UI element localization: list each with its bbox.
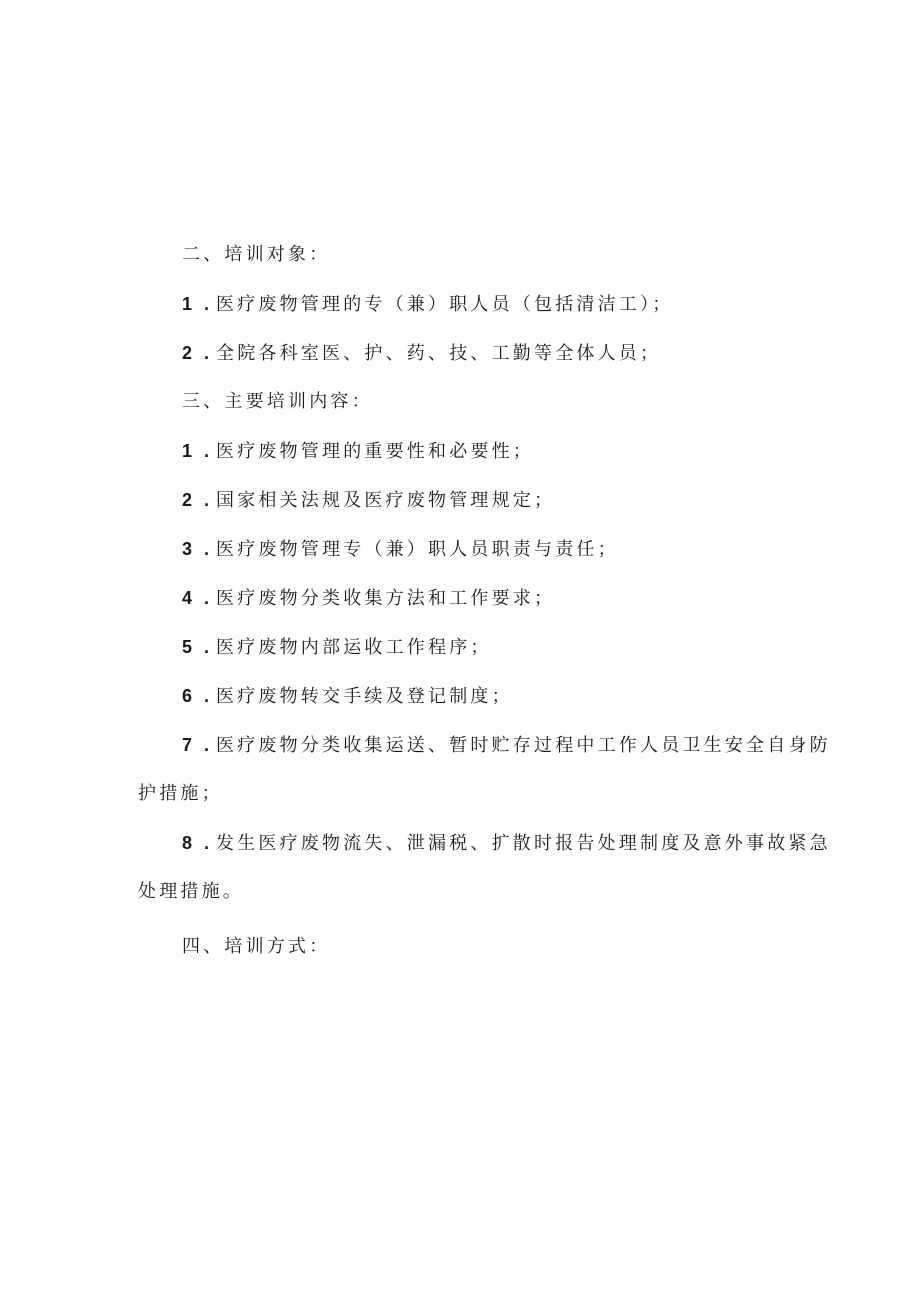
list-item-target-1 — [182, 292, 673, 317]
item-dot: . — [204, 686, 210, 706]
item-text: 国家相关法规及医疗废物管理规定； — [216, 490, 556, 511]
item-number: 6 — [182, 686, 193, 706]
item-dot: . — [204, 490, 210, 510]
item-text: 医疗废物分类收集运送、暂时贮存过程中工作人员卫生安全自身防 — [216, 735, 831, 756]
item-number: 3 — [182, 539, 193, 559]
list-item-content-1 — [182, 439, 534, 464]
item-text: 医疗废物分类收集方法和工作要求； — [216, 588, 556, 609]
item-dot: . — [204, 637, 210, 657]
list-item-content-8-continuation: 处理措施。 — [138, 881, 244, 902]
item-text: 医疗废物内部运收工作程序； — [216, 637, 492, 658]
list-item-content-5 — [182, 635, 492, 660]
item-text: 医疗废物转交手续及登记制度； — [216, 686, 513, 707]
section-heading-methods: 四、培训方式： — [182, 936, 331, 957]
item-number: 1 — [182, 441, 193, 461]
item-text: 医疗废物管理的专（兼）职人员（包括清洁工）； — [216, 294, 674, 315]
item-dot: . — [204, 294, 210, 314]
list-item-content-4 — [182, 586, 555, 611]
item-dot: . — [204, 539, 210, 559]
item-dot: . — [204, 735, 210, 755]
list-item-target-2 — [182, 341, 661, 366]
item-number: 4 — [182, 588, 193, 608]
item-number: 7 — [182, 735, 193, 755]
list-item-content-7-continuation: 护措施； — [138, 783, 223, 804]
item-text: 发生医疗废物流失、泄漏税、扩散时报告处理制度及意外事故紧急 — [216, 833, 831, 854]
item-dot: . — [204, 343, 210, 363]
list-item-content-8 — [182, 831, 831, 856]
section-heading-targets: 二、培训对象： — [182, 244, 331, 265]
item-dot: . — [204, 833, 210, 853]
item-number: 1 — [182, 294, 193, 314]
item-number: 8 — [182, 833, 193, 853]
item-dot: . — [204, 441, 210, 461]
item-text: 医疗废物管理专（兼）职人员职责与责任； — [216, 539, 619, 560]
list-item-content-6 — [182, 684, 513, 709]
list-item-content-7 — [182, 733, 831, 758]
section-heading-contents: 三、主要培训内容： — [182, 391, 373, 412]
item-dot: . — [204, 588, 210, 608]
item-number: 5 — [182, 637, 193, 657]
item-number: 2 — [182, 490, 193, 510]
list-item-content-2 — [182, 488, 555, 513]
item-text: 全院各科室医、护、药、技、工勤等全体人员； — [216, 343, 662, 364]
item-number: 2 — [182, 343, 193, 363]
item-text: 医疗废物管理的重要性和必要性； — [216, 441, 534, 462]
list-item-content-3 — [182, 537, 619, 562]
